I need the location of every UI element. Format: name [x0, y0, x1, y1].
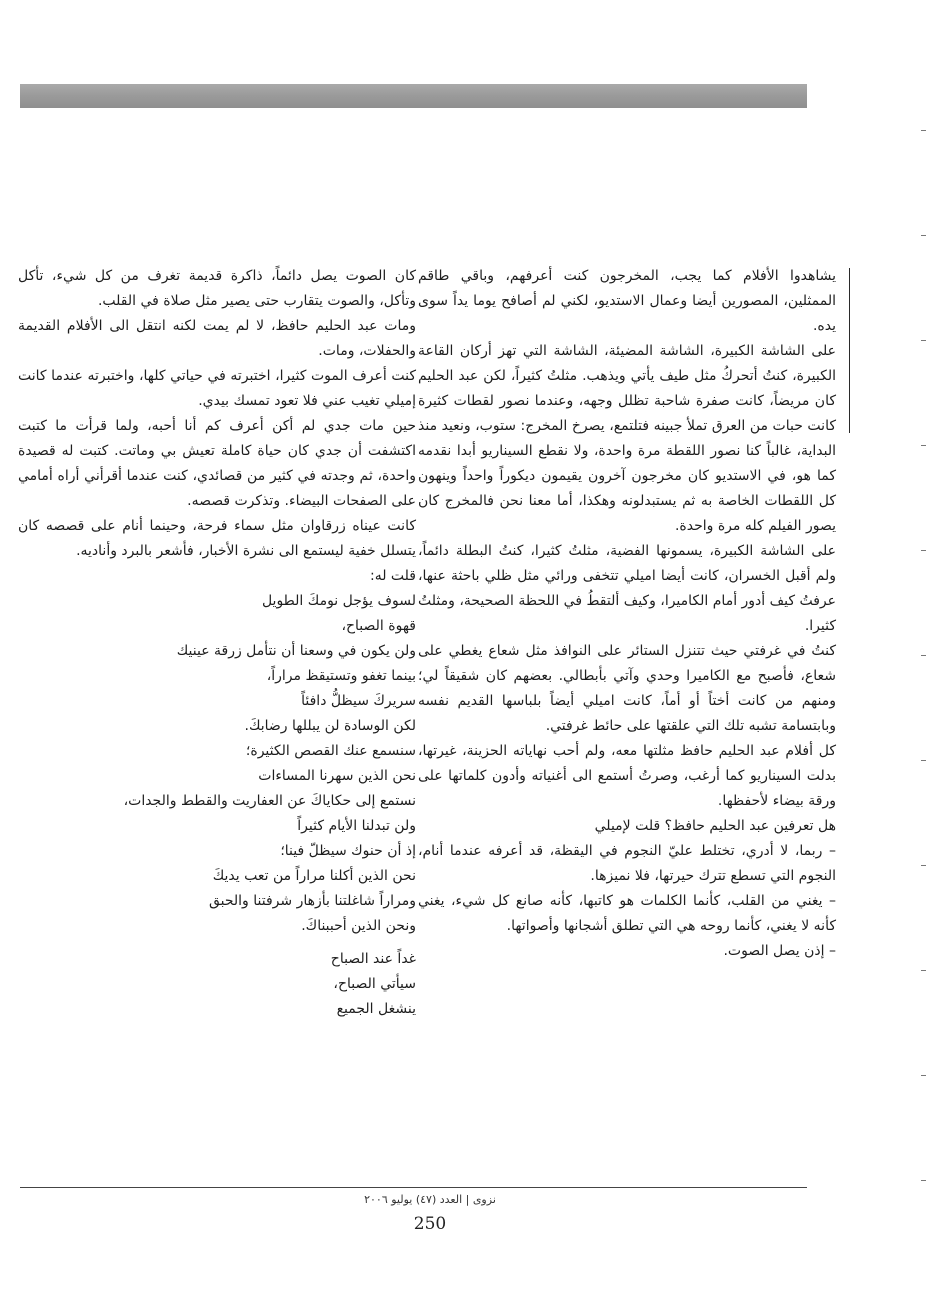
- poem-line: نحن الذين سهرنا المساءات: [258, 768, 416, 784]
- poem-line: نستمع إلى حكاياكَ عن العفاريت والقطط والجدات،: [123, 793, 416, 809]
- scan-edge-mark: [921, 655, 926, 656]
- dialogue-line: – ربما، لا أدري، تختلط عليّ النجوم في اليقظة، قد أعرفه عندما أنام، النجوم التي تسطع تترك حيرتها، فلا نميزها.: [418, 843, 836, 884]
- scan-edge-mark: [921, 445, 926, 446]
- column-divider: [849, 268, 850, 433]
- poem-line: ولن يكون في وسعنا أن نتأمل زرقة عينيك: [176, 643, 416, 659]
- scan-edge-mark: [921, 1180, 926, 1181]
- poem-line: قهوة الصباح،: [341, 618, 416, 634]
- poem-line: لسوف يؤجل نومكَ الطويل: [261, 593, 416, 609]
- poem-line: ولن تبدلنا الأيام كثيراً: [297, 818, 416, 834]
- scan-edge-mark: [921, 550, 926, 551]
- paragraph: ومات عبد الحليم حافظ، لا لم يمت لكنه انتقل الى الأفلام القديمة والحفلات، ومات.: [18, 318, 416, 359]
- paragraph: كان الصوت يصل دائماً، ذاكرة قديمة تغرف من كل شيء، تأكل وتأكل، والصوت يتقارب حتى يصير مثل صلاة في القلب.: [18, 268, 416, 309]
- poem-intro: قلت له:: [369, 568, 416, 584]
- paragraph: يشاهدوا الأفلام كما يجب، المخرجون كنت أعرفهم، وباقي طاقم الممثلين، المصورين أيضا وعمال الاستديو، لكني لم أصافح يوما يداً سوى يده.: [418, 268, 836, 334]
- poem-line: سيأتي الصباح،: [333, 976, 416, 992]
- stanza-gap: [18, 939, 416, 947]
- scan-edge-mark: [921, 1075, 926, 1076]
- paragraph: كنت أعرف الموت كثيرا، اختبرته في حياتي كلها، واختبرته عندما كانت إميلي تغيب عني فلا تعود تمسك بيدي.: [18, 368, 416, 409]
- paragraph: كل أفلام عبد الحليم حافظ مثلتها معه، ولم أحب نهاياته الحزينة، غيرتها، بدلت السيناريو كما أرغب، وصرتُ أستمع الى أغنياته وأدون كلماتها على ورقة بيضاء لأحفظها.: [418, 743, 836, 809]
- poem-line: نحن الذين أكلنا مراراً من تعب يديكَ: [212, 868, 416, 884]
- poem-line: إذ أن حنوك سيظلّ فينا؛: [280, 843, 416, 859]
- scan-edge-mark: [921, 865, 926, 866]
- paragraph: كنتُ في غرفتي حيث تتنزل الستائر على النوافذ مثل شعاع يغطي على شعاع، فأصبح مع الكاميرا وحدي وآتي بأبطالي. بعضهم كان شقيقاً لي؛ ومنهم من كانت أختاً أو أماً، كانت اميلي أيضاً بلباسها القديم نفسه وبابتسامة تشبه تلك التي علقتها على حائط غرفتي.: [418, 643, 836, 734]
- poem-line: ونحن الذين أحببناكَ.: [301, 918, 416, 934]
- paragraph: على الشاشة الكبيرة، يسمونها الفضية، مثلتُ كثيرا، كنتُ البطلة دائماً، ولم أقبل الخسران، كانت أيضا اميلي تتخفى ورائي مثل ظلي باحثة عنها، عرفتُ كيف أدور أمام الكاميرا، وكيف ألتقطُ في اللحظة الصحيحة، ومثلتُ كثيرا.: [418, 543, 836, 634]
- poem-line: غداً عند الصباح: [330, 951, 416, 967]
- poem-line: سنسمع عنك القصص الكثيرة؛: [245, 743, 416, 759]
- poem-line: ينشغل الجميع: [336, 1001, 416, 1017]
- scan-edge-mark: [921, 235, 926, 236]
- poem-line: بينما تغفو وتستيقظ مراراً،: [266, 668, 416, 684]
- footer-rule: [20, 1187, 807, 1188]
- dialogue-line: هل تعرفين عبد الحليم حافظ؟ قلت لإميلي: [594, 818, 836, 834]
- left-column: [18, 264, 416, 1022]
- dialogue-line: – يغني من القلب، كأنما الكلمات هو كاتبها، كأنه صانع كل شيء، يغني كأنه لا يغني، كأنما روحه هي التي تطلق أشجانها وأصواتها.: [418, 893, 836, 934]
- paragraph: حين مات جدي لم أكن أعرف كم أنا أحبه، ولما قرأت ما كتبت اكتشفت أن جدي كان حياة كاملة تعيش بي وماتت. كتبت له قصيدة واحدة، ثم وجدته في كثير من قصائدي، كنت عندما أقرأني أراه أمامي على الصفحات البيضاء. وتذكرت قصصه.: [18, 418, 416, 509]
- dialogue-line: – إذن يصل الصوت.: [723, 943, 836, 959]
- page-number: 250: [413, 1214, 447, 1234]
- poem-line: ومراراً شاغلتنا بأزهار شرفتنا والحبق: [208, 893, 416, 909]
- poem-line: سريركَ سيظلُّ دافئاً: [301, 693, 416, 709]
- scan-edge-mark: [921, 760, 926, 761]
- scan-edge-mark: [921, 970, 926, 971]
- issue-info: نزوى | العدد (٤٧) يوليو ٢٠٠٦: [364, 1193, 496, 1206]
- paragraph: كانت عيناه زرقاوان مثل سماء فرحة، وحينما أنام على قصصه كان يتسلل خفية ليستمع الى نشرة الأخبار، فأشعر بالبرد وأناديه.: [18, 518, 416, 559]
- poem-line: لكن الوسادة لن يبللها رضابكَ.: [244, 718, 416, 734]
- right-column: [418, 264, 836, 964]
- scan-edge-mark: [921, 340, 926, 341]
- scan-edge-mark: [921, 130, 926, 131]
- paragraph: على الشاشة الكبيرة، الشاشة المضيئة، الشاشة التي تهز أركان القاعة الكبيرة، كنتُ أتحركُ مثل طيف يأتي ويذهب. مثلتُ كثيراً، لكن عبد الحليم كان مريضاً، كانت صفرة شاحبة تظلل وجهه، وعندما نصور لقطات كثيرة كانت حبات من العرق تملأ جبينه فتلتمع، يصرخ المخرج: ستوب، ونعيد منذ البداية، غالباً كنا نصور اللقطة مرة واحدة، ولا نقطع السيناريو أبدا نقدمه كما هو، في الاستديو كان مخرجون آخرون يقيمون ديكوراً واحداً وينهون كل اللقطات الخاصة به ثم يستبدلونه وهكذا، أما معنا نحن فالمخرج كان يصور الفيلم كله مرة واحدة.: [418, 343, 836, 534]
- header-band: [20, 84, 807, 108]
